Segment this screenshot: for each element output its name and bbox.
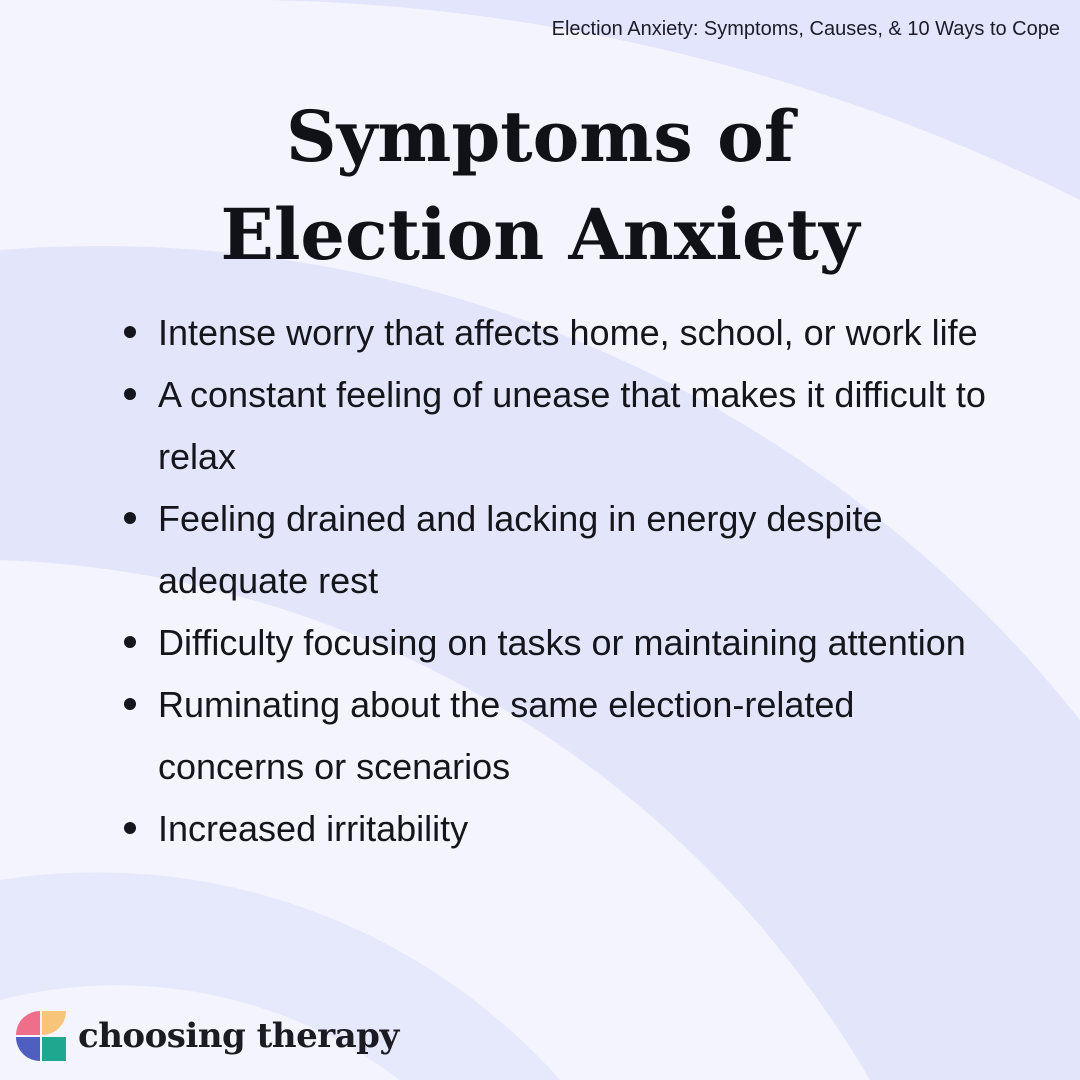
symptom-text: Ruminating about the same election-related concerns or scenarios — [158, 684, 855, 787]
list-item — [120, 488, 1000, 612]
symptom-text: Increased irritability — [158, 808, 469, 849]
list-item — [120, 302, 1000, 364]
list-item — [120, 798, 1000, 860]
symptom-text: Feeling drained and lacking in energy despite adequate rest — [158, 498, 883, 601]
symptom-list — [120, 302, 1000, 860]
page-title — [0, 88, 1080, 284]
bullet-icon — [124, 698, 136, 710]
title-line-2: Election Anxiety — [220, 193, 860, 276]
list-item — [120, 674, 1000, 798]
title-line-1: Symptoms of — [286, 95, 794, 178]
brand-footer — [14, 1008, 399, 1064]
bullet-icon — [124, 388, 136, 400]
bullet-icon — [124, 636, 136, 648]
brand-name: choosing therapy — [78, 1016, 399, 1056]
symptom-text: Difficulty focusing on tasks or maintaining attention — [158, 622, 966, 663]
article-caption: Election Anxiety: Symptoms, Causes, & 10 Ways to Cope — [551, 18, 1060, 40]
symptom-text: A constant feeling of unease that makes it difficult to relax — [158, 374, 986, 477]
list-item — [120, 364, 1000, 488]
list-item — [120, 612, 1000, 674]
symptom-text: Intense worry that affects home, school, or work life — [158, 312, 978, 353]
bullet-icon — [124, 512, 136, 524]
bullet-icon — [124, 822, 136, 834]
bullet-icon — [124, 326, 136, 338]
choosing-therapy-logo-icon — [14, 1009, 68, 1063]
